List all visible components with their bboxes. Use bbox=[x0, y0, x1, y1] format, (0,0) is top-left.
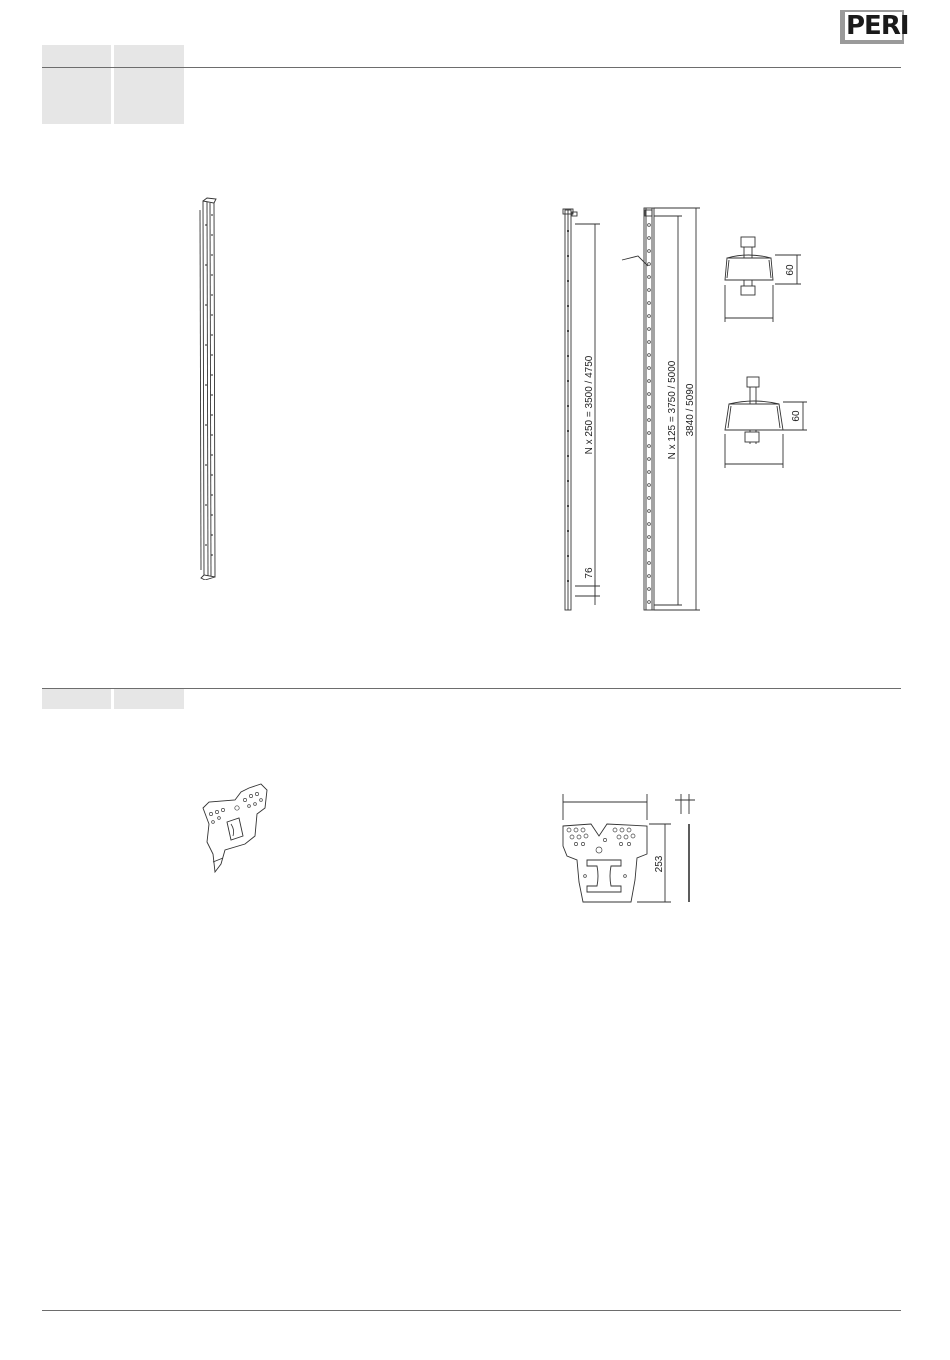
column-a-dimension-label: N x 250 = 3500 / 4750 bbox=[584, 355, 595, 455]
anchor-top-height-label: 60 bbox=[785, 264, 796, 276]
plate-height-label: 253 bbox=[654, 855, 665, 873]
anchor-detail-bottom bbox=[715, 372, 815, 472]
column-perspective-drawing bbox=[190, 195, 230, 580]
section1-code-box bbox=[42, 45, 111, 124]
column-side-view bbox=[555, 200, 610, 615]
plate-perspective-drawing bbox=[195, 778, 275, 878]
column-front-view bbox=[618, 200, 708, 615]
plate-front-view bbox=[555, 790, 705, 915]
peri-logo bbox=[836, 10, 909, 46]
section2-weight-box bbox=[114, 689, 184, 709]
footer-rule bbox=[42, 1310, 901, 1311]
anchor-bottom-height-label: 60 bbox=[791, 410, 802, 422]
column-b-total-label: 3840 / 5090 bbox=[685, 383, 696, 437]
column-a-end-label: 76 bbox=[584, 567, 595, 579]
logo-text: PERI bbox=[846, 11, 909, 41]
section2-code-box bbox=[42, 689, 111, 709]
column-b-dimension-label: N x 125 = 3750 / 5000 bbox=[667, 360, 678, 460]
section2-rule bbox=[42, 688, 901, 689]
section1-weight-box bbox=[114, 45, 184, 124]
section1-rule bbox=[42, 67, 901, 68]
anchor-detail-top bbox=[715, 230, 815, 325]
